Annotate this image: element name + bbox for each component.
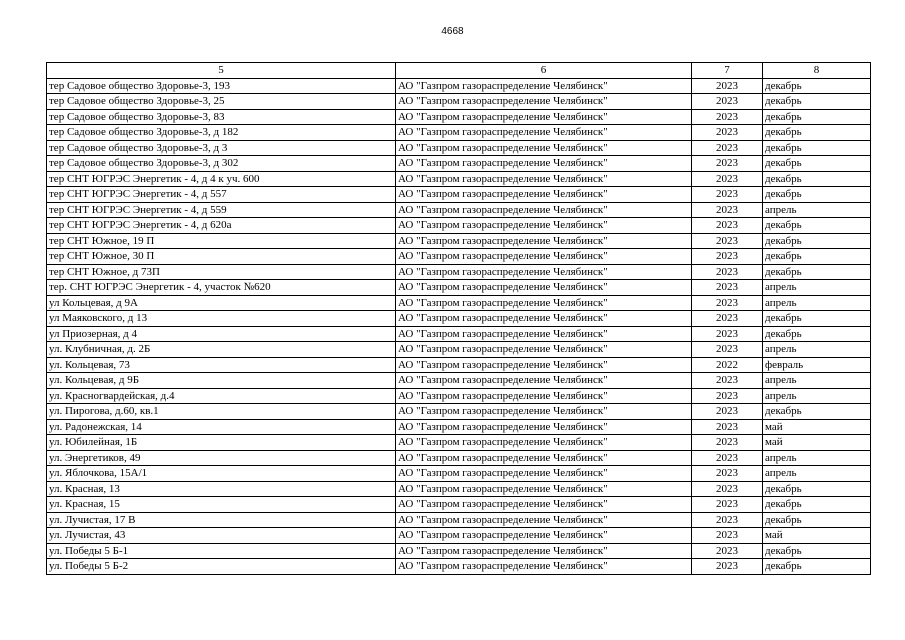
- organization-cell: АО "Газпром газораспределение Челябинск": [396, 233, 692, 249]
- year-cell: 2023: [692, 202, 763, 218]
- address-cell: ул Приозерная, д 4: [47, 326, 396, 342]
- table-row: [47, 295, 871, 311]
- month-cell: апрель: [763, 388, 871, 404]
- table-row: [47, 202, 871, 218]
- month-cell: декабрь: [763, 326, 871, 342]
- table-row: [47, 187, 871, 203]
- month-cell: декабрь: [763, 78, 871, 94]
- address-cell: тер Садовое общество Здоровье-3, д 3: [47, 140, 396, 156]
- year-cell: 2023: [692, 512, 763, 528]
- table-row: [47, 78, 871, 94]
- table-row: [47, 326, 871, 342]
- organization-cell: АО "Газпром газораспределение Челябинск": [396, 466, 692, 482]
- year-cell: 2023: [692, 78, 763, 94]
- organization-cell: АО "Газпром газораспределение Челябинск": [396, 481, 692, 497]
- address-cell: ул. Победы 5 Б-2: [47, 559, 396, 575]
- address-cell: ул. Красная, 15: [47, 497, 396, 513]
- year-cell: 2023: [692, 233, 763, 249]
- header-row: [47, 63, 871, 79]
- table-row: [47, 156, 871, 172]
- table-body: [47, 78, 871, 574]
- organization-cell: АО "Газпром газораспределение Челябинск": [396, 109, 692, 125]
- address-cell: ул Кольцевая, д 9А: [47, 295, 396, 311]
- month-cell: декабрь: [763, 311, 871, 327]
- organization-cell: АО "Газпром газораспределение Челябинск": [396, 264, 692, 280]
- month-cell: декабрь: [763, 559, 871, 575]
- year-cell: 2023: [692, 373, 763, 389]
- table-row: [47, 419, 871, 435]
- organization-cell: АО "Газпром газораспределение Челябинск": [396, 78, 692, 94]
- address-cell: ул. Яблочкова, 15А/1: [47, 466, 396, 482]
- organization-cell: АО "Газпром газораспределение Челябинск": [396, 171, 692, 187]
- year-cell: 2023: [692, 388, 763, 404]
- organization-cell: АО "Газпром газораспределение Челябинск": [396, 450, 692, 466]
- year-cell: 2023: [692, 404, 763, 420]
- organization-cell: АО "Газпром газораспределение Челябинск": [396, 295, 692, 311]
- month-cell: декабрь: [763, 233, 871, 249]
- column-header-7: 7: [692, 63, 763, 79]
- address-cell: тер СНТ ЮГРЭС Энергетик - 4, д 557: [47, 187, 396, 203]
- organization-cell: АО "Газпром газораспределение Челябинск": [396, 140, 692, 156]
- table-row: [47, 481, 871, 497]
- organization-cell: АО "Газпром газораспределение Челябинск": [396, 497, 692, 513]
- table-row: [47, 373, 871, 389]
- month-cell: декабрь: [763, 512, 871, 528]
- organization-cell: АО "Газпром газораспределение Челябинск": [396, 373, 692, 389]
- address-cell: ул. Клубничная, д. 2Б: [47, 342, 396, 358]
- year-cell: 2023: [692, 419, 763, 435]
- year-cell: 2023: [692, 528, 763, 544]
- year-cell: 2023: [692, 481, 763, 497]
- year-cell: 2023: [692, 249, 763, 265]
- address-cell: ул. Юбилейная, 1Б: [47, 435, 396, 451]
- address-cell: тер Садовое общество Здоровье-3, д 302: [47, 156, 396, 172]
- month-cell: май: [763, 528, 871, 544]
- column-header-5: 5: [47, 63, 396, 79]
- month-cell: декабрь: [763, 249, 871, 265]
- address-cell: тер Садовое общество Здоровье-3, д 182: [47, 125, 396, 141]
- month-cell: декабрь: [763, 218, 871, 234]
- address-cell: ул. Энергетиков, 49: [47, 450, 396, 466]
- address-cell: ул. Кольцевая, 73: [47, 357, 396, 373]
- year-cell: 2022: [692, 357, 763, 373]
- year-cell: 2023: [692, 187, 763, 203]
- address-cell: ул. Пирогова, д.60, кв.1: [47, 404, 396, 420]
- month-cell: апрель: [763, 295, 871, 311]
- year-cell: 2023: [692, 125, 763, 141]
- address-cell: ул. Лучистая, 43: [47, 528, 396, 544]
- organization-cell: АО "Газпром газораспределение Челябинск": [396, 94, 692, 110]
- year-cell: 2023: [692, 295, 763, 311]
- address-cell: ул. Победы 5 Б-1: [47, 543, 396, 559]
- table-row: [47, 528, 871, 544]
- month-cell: апрель: [763, 373, 871, 389]
- column-header-8: 8: [763, 63, 871, 79]
- organization-cell: АО "Газпром газораспределение Челябинск": [396, 156, 692, 172]
- table-row: [47, 543, 871, 559]
- month-cell: апрель: [763, 202, 871, 218]
- organization-cell: АО "Газпром газораспределение Челябинск": [396, 218, 692, 234]
- organization-cell: АО "Газпром газораспределение Челябинск": [396, 419, 692, 435]
- table-row: [47, 466, 871, 482]
- organization-cell: АО "Газпром газораспределение Челябинск": [396, 342, 692, 358]
- table-row: [47, 435, 871, 451]
- address-cell: тер СНТ ЮГРЭС Энергетик - 4, д 559: [47, 202, 396, 218]
- address-cell: ул. Лучистая, 17 В: [47, 512, 396, 528]
- organization-cell: АО "Газпром газораспределение Челябинск": [396, 125, 692, 141]
- year-cell: 2023: [692, 280, 763, 296]
- month-cell: декабрь: [763, 109, 871, 125]
- column-header-6: 6: [396, 63, 692, 79]
- organization-cell: АО "Газпром газораспределение Челябинск": [396, 388, 692, 404]
- month-cell: декабрь: [763, 140, 871, 156]
- table-row: [47, 357, 871, 373]
- year-cell: 2023: [692, 466, 763, 482]
- year-cell: 2023: [692, 140, 763, 156]
- table-row: [47, 109, 871, 125]
- month-cell: декабрь: [763, 94, 871, 110]
- address-cell: ул Маяковского, д 13: [47, 311, 396, 327]
- address-cell: тер СНТ Южное, 19 П: [47, 233, 396, 249]
- address-cell: тер Садовое общество Здоровье-3, 83: [47, 109, 396, 125]
- year-cell: 2023: [692, 435, 763, 451]
- organization-cell: АО "Газпром газораспределение Челябинск": [396, 404, 692, 420]
- year-cell: 2023: [692, 559, 763, 575]
- table-row: [47, 497, 871, 513]
- month-cell: декабрь: [763, 497, 871, 513]
- month-cell: февраль: [763, 357, 871, 373]
- table-row: [47, 264, 871, 280]
- organization-cell: АО "Газпром газораспределение Челябинск": [396, 435, 692, 451]
- organization-cell: АО "Газпром газораспределение Челябинск": [396, 311, 692, 327]
- month-cell: май: [763, 435, 871, 451]
- address-cell: ул. Красная, 13: [47, 481, 396, 497]
- address-cell: тер Садовое общество Здоровье-3, 25: [47, 94, 396, 110]
- organization-cell: АО "Газпром газораспределение Челябинск": [396, 559, 692, 575]
- registry-table: [46, 62, 871, 575]
- organization-cell: АО "Газпром газораспределение Челябинск": [396, 543, 692, 559]
- month-cell: декабрь: [763, 543, 871, 559]
- address-cell: ул. Кольцевая, д 9Б: [47, 373, 396, 389]
- month-cell: декабрь: [763, 171, 871, 187]
- table-row: [47, 342, 871, 358]
- organization-cell: АО "Газпром газораспределение Челябинск": [396, 187, 692, 203]
- month-cell: апрель: [763, 466, 871, 482]
- year-cell: 2023: [692, 450, 763, 466]
- address-cell: тер СНТ ЮГРЭС Энергетик - 4, д 620а: [47, 218, 396, 234]
- year-cell: 2023: [692, 218, 763, 234]
- organization-cell: АО "Газпром газораспределение Челябинск": [396, 357, 692, 373]
- table-row: [47, 311, 871, 327]
- address-cell: ул. Радонежская, 14: [47, 419, 396, 435]
- year-cell: 2023: [692, 156, 763, 172]
- organization-cell: АО "Газпром газораспределение Челябинск": [396, 512, 692, 528]
- year-cell: 2023: [692, 311, 763, 327]
- organization-cell: АО "Газпром газораспределение Челябинск": [396, 326, 692, 342]
- year-cell: 2023: [692, 326, 763, 342]
- table-row: [47, 171, 871, 187]
- table-row: [47, 94, 871, 110]
- year-cell: 2023: [692, 264, 763, 280]
- organization-cell: АО "Газпром газораспределение Челябинск": [396, 528, 692, 544]
- month-cell: май: [763, 419, 871, 435]
- year-cell: 2023: [692, 109, 763, 125]
- year-cell: 2023: [692, 342, 763, 358]
- address-cell: ул. Красногвардейская, д.4: [47, 388, 396, 404]
- year-cell: 2023: [692, 171, 763, 187]
- address-cell: тер. СНТ ЮГРЭС Энергетик - 4, участок №620: [47, 280, 396, 296]
- year-cell: 2023: [692, 543, 763, 559]
- month-cell: апрель: [763, 450, 871, 466]
- table-row: [47, 140, 871, 156]
- table-row: [47, 249, 871, 265]
- organization-cell: АО "Газпром газораспределение Челябинск": [396, 202, 692, 218]
- address-cell: тер Садовое общество Здоровье-3, 193: [47, 78, 396, 94]
- month-cell: декабрь: [763, 264, 871, 280]
- organization-cell: АО "Газпром газораспределение Челябинск": [396, 280, 692, 296]
- month-cell: декабрь: [763, 187, 871, 203]
- address-cell: тер СНТ Южное, д 73П: [47, 264, 396, 280]
- table-row: [47, 559, 871, 575]
- page-number: 4668: [441, 26, 464, 37]
- month-cell: апрель: [763, 280, 871, 296]
- table-row: [47, 450, 871, 466]
- address-cell: тер СНТ ЮГРЭС Энергетик - 4, д 4 к уч. 600: [47, 171, 396, 187]
- month-cell: декабрь: [763, 125, 871, 141]
- table-row: [47, 280, 871, 296]
- table-row: [47, 218, 871, 234]
- address-cell: тер СНТ Южное, 30 П: [47, 249, 396, 265]
- year-cell: 2023: [692, 94, 763, 110]
- table-row: [47, 512, 871, 528]
- table-row: [47, 388, 871, 404]
- table-row: [47, 233, 871, 249]
- table-row: [47, 404, 871, 420]
- month-cell: декабрь: [763, 404, 871, 420]
- table-row: [47, 125, 871, 141]
- month-cell: апрель: [763, 342, 871, 358]
- organization-cell: АО "Газпром газораспределение Челябинск": [396, 249, 692, 265]
- year-cell: 2023: [692, 497, 763, 513]
- month-cell: декабрь: [763, 481, 871, 497]
- month-cell: декабрь: [763, 156, 871, 172]
